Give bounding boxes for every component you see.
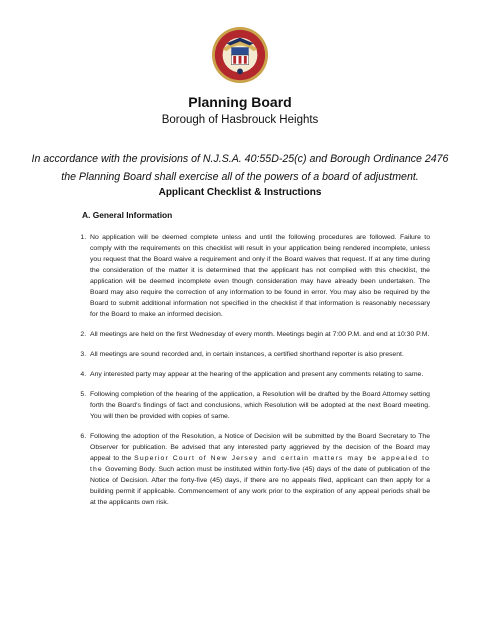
list-item-text: Governing Body. Such action must be instituted within forty-five (45) days of the date of publication of the Notice of Decision. After the forty-five (45) days, if there are no appeals filed, applicant can then apply for a building permit if applicable. Commencement of any work prior to the expiration of any appeal periods shall be at the applicants own risk. <box>90 466 430 506</box>
list-item: 3. All meetings are sound recorded and, in certain instances, a certified shorthand reporter is also present. <box>88 349 430 360</box>
intro-statement: In accordance with the provisions of N.J.S.A. 40:55D-25(c) and Borough Ordinance 2476 the Planning Board shall exercise all of the powers of a board of adjustment. <box>31 153 449 183</box>
list-item-text-spaced: Superior Court of New Jersey and certain matters may be appealed to the <box>90 455 430 473</box>
list-item-text: Following the adoption of the Resolution, a Notice of Decision will be submitted by the Board Secretary to The Observer for publication. Be advised that any interested party aggrieved by the decision of the Board may appeal to the <box>90 433 430 462</box>
section-heading: A. General Information <box>82 210 173 220</box>
borough-seal-logo <box>211 26 269 84</box>
list-item: 2. All meetings are held on the first Wednesday of every month. Meetings begin at 7:00 P.M. and end at 10:30 P.M. <box>88 329 430 340</box>
list-item: 5. Following completion of the hearing of the application, a Resolution will be drafted by the Board Attorney setting forth the Board's findings of fact and conclusions, which Resolution will be adopted at the next Board meeting. You will then be provided with copies of same. <box>88 389 430 422</box>
list-item: 1. No application will be deemed complete unless and until the following procedures are followed. Failure to comply with the requirements on this checklist will result in your application being rendered incomplete, unless you request that the Board waive a requirement and only if the Board waives that request. If at any time during the consideration of the matter it is determined that the applicant has not complied with this checklist, the application will be deemed incomplete even though consideration may have already been undertaken. The Board may also require the correction of any information to be found in error. You may also be required by the Board to submit additional information not specified in the checklist if that information is reasonably necessary for the Board to make an informed decision. <box>88 232 430 320</box>
list-item <box>88 431 430 508</box>
checklist-heading: Applicant Checklist & Instructions <box>158 187 322 198</box>
page-subtitle: Borough of Hasbrouck Heights <box>161 114 319 126</box>
page-title: Planning Board <box>188 94 292 110</box>
checklist-items <box>70 232 430 517</box>
list-item: 4. Any interested party may appear at the hearing of the application and present any comments relating to same. <box>88 369 430 380</box>
